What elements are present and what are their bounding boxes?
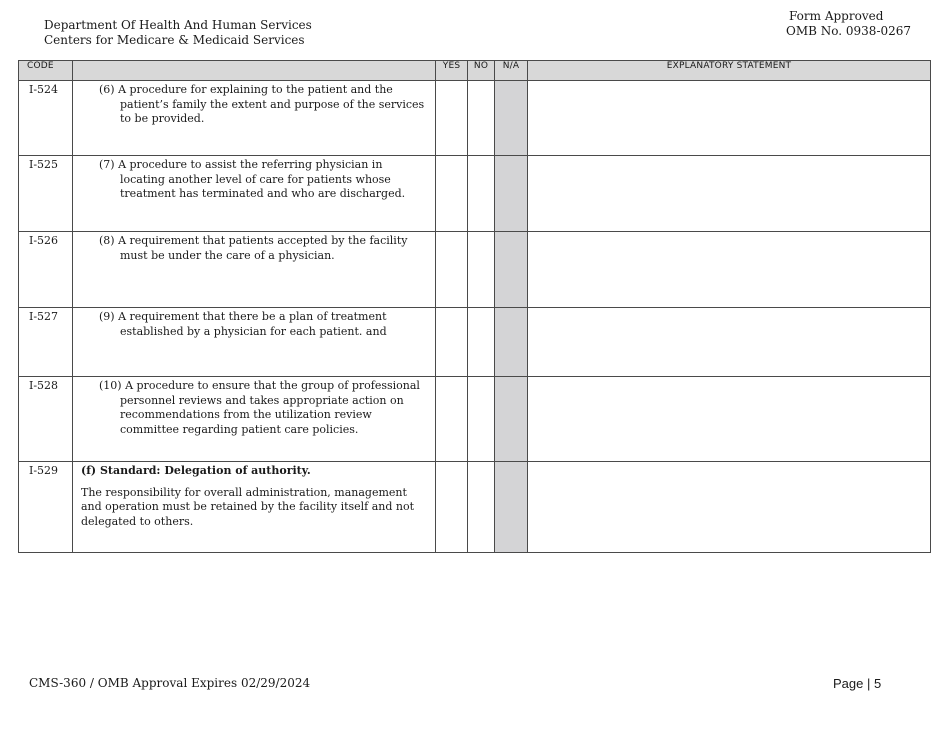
yes-cell[interactable] bbox=[436, 462, 468, 553]
na-cell bbox=[495, 308, 528, 377]
yes-cell[interactable] bbox=[436, 232, 468, 308]
form-approved: Form Approved bbox=[789, 9, 884, 23]
row-description bbox=[73, 156, 436, 232]
na-cell bbox=[495, 81, 528, 156]
omb-header bbox=[786, 9, 911, 39]
row-code: I-526 bbox=[19, 232, 73, 308]
table-row bbox=[19, 156, 931, 232]
yes-cell[interactable] bbox=[436, 81, 468, 156]
row-code: I-527 bbox=[19, 308, 73, 377]
table-row bbox=[19, 462, 931, 553]
requirement-text: (10) A procedure to ensure that the group of professional personnel reviews and takes appropriate action on recommendations from the utilization review committee regarding patient care policies. bbox=[99, 379, 420, 436]
requirement-text: (6) A procedure for explaining to the patient and the patient’s family the extent and purpose of the services to be provided. bbox=[99, 83, 425, 125]
explanatory-column-header: EXPLANATORY STATEMENT bbox=[528, 61, 931, 81]
requirement-text: (7) A procedure to assist the referring physician in locating another level of care for patients whose treatment has terminated and who are discharged. bbox=[99, 158, 406, 200]
explanatory-cell[interactable] bbox=[528, 81, 931, 156]
standard-text: The responsibility for overall administration, management and operation must be retained by the facility itself and not delegated to others. bbox=[81, 485, 415, 528]
yes-cell[interactable] bbox=[436, 308, 468, 377]
row-description bbox=[73, 377, 436, 462]
row-description bbox=[73, 462, 436, 553]
no-cell[interactable] bbox=[468, 377, 495, 462]
agency-line-2: Centers for Medicare & Medicaid Services bbox=[44, 33, 305, 47]
survey-table bbox=[18, 60, 931, 553]
description-column-header bbox=[73, 61, 436, 81]
agency-header bbox=[44, 18, 312, 48]
na-cell bbox=[495, 232, 528, 308]
row-code: I-524 bbox=[19, 81, 73, 156]
no-cell[interactable] bbox=[468, 156, 495, 232]
explanatory-cell[interactable] bbox=[528, 156, 931, 232]
explanatory-cell[interactable] bbox=[528, 377, 931, 462]
no-cell[interactable] bbox=[468, 81, 495, 156]
row-description bbox=[73, 308, 436, 377]
code-column-header: CODE bbox=[19, 61, 73, 81]
table-row bbox=[19, 377, 931, 462]
na-cell bbox=[495, 377, 528, 462]
na-cell bbox=[495, 156, 528, 232]
no-cell[interactable] bbox=[468, 308, 495, 377]
requirement-text: (9) A requirement that there be a plan of treatment established by a physician for each patient. and bbox=[99, 310, 387, 338]
omb-number: OMB No. 0938-0267 bbox=[786, 24, 912, 38]
table-row bbox=[19, 81, 931, 156]
yes-column-header: YES bbox=[436, 61, 468, 81]
table-header-row bbox=[19, 61, 931, 81]
yes-cell[interactable] bbox=[436, 156, 468, 232]
table-row bbox=[19, 232, 931, 308]
row-description bbox=[73, 232, 436, 308]
page-number: Page | 5 bbox=[833, 676, 882, 691]
standard-title: (f) Standard: Delegation of authority. bbox=[81, 464, 311, 477]
na-cell bbox=[495, 462, 528, 553]
row-description bbox=[73, 81, 436, 156]
explanatory-cell[interactable] bbox=[528, 308, 931, 377]
form-id-footer: CMS-360 / OMB Approval Expires 02/29/2024 bbox=[29, 676, 311, 690]
no-cell[interactable] bbox=[468, 232, 495, 308]
na-column-header: N/A bbox=[495, 61, 528, 81]
row-code: I-525 bbox=[19, 156, 73, 232]
row-code: I-529 bbox=[19, 462, 73, 553]
agency-line-1: Department Of Health And Human Services bbox=[44, 18, 312, 32]
explanatory-cell[interactable] bbox=[528, 462, 931, 553]
row-code: I-528 bbox=[19, 377, 73, 462]
explanatory-cell[interactable] bbox=[528, 232, 931, 308]
no-column-header: NO bbox=[468, 61, 495, 81]
yes-cell[interactable] bbox=[436, 377, 468, 462]
table-row bbox=[19, 308, 931, 377]
requirement-text: (8) A requirement that patients accepted by the facility must be under the care of a physician. bbox=[99, 234, 408, 262]
no-cell[interactable] bbox=[468, 462, 495, 553]
